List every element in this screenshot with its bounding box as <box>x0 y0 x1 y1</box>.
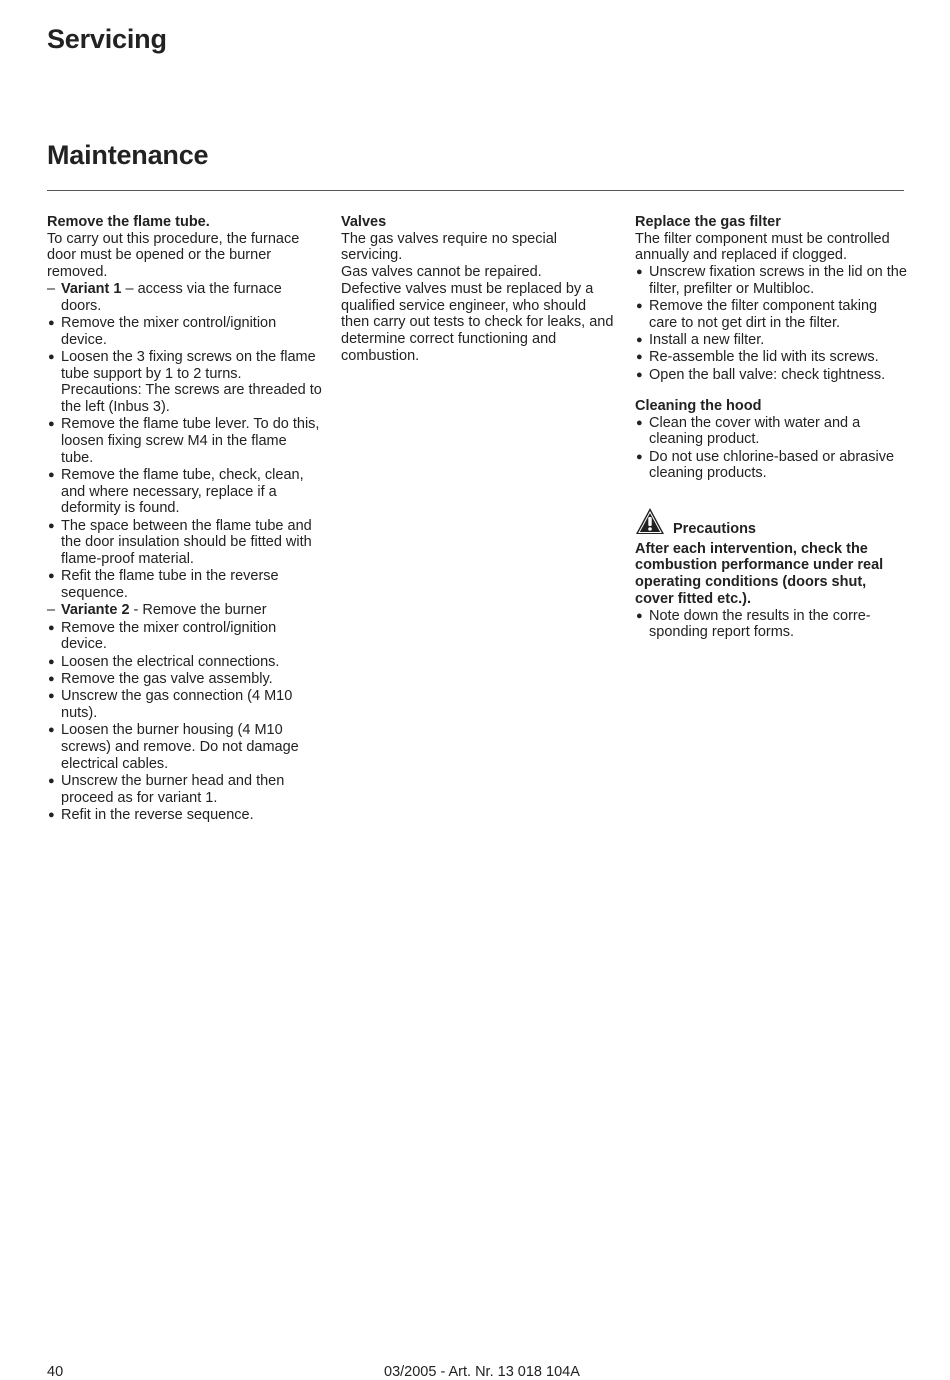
list-item-text: Remove the gas valve assembly. <box>61 670 273 687</box>
variant-1-text: – access via the furnace doors. <box>61 280 282 314</box>
page-number: 40 <box>47 1364 64 1380</box>
list-item-text: Remove the mixer control/ignition device. <box>61 619 277 653</box>
list-item <box>47 416 322 466</box>
dash-marker: – <box>47 602 56 619</box>
hood-list <box>635 415 907 482</box>
list-item-text: Refit in the reverse sequence. <box>61 806 254 823</box>
list-item <box>47 722 322 772</box>
bullet-marker: ● <box>636 351 643 364</box>
precautions-warning: After each intervention, check the combustion performance under real operating conditions (doors shut, cover fitted etc.). <box>635 540 884 607</box>
variant-2-text: - Remove the burner <box>129 602 267 619</box>
flame-tube-column <box>47 214 322 824</box>
bullet-marker: ● <box>636 334 643 347</box>
heading-divider <box>47 190 904 191</box>
bullet-marker: ● <box>636 609 643 622</box>
gas-filter-list <box>635 264 907 383</box>
variant-2-line <box>47 602 322 619</box>
variant-2-label: Variante 2 <box>61 602 130 619</box>
valves-column <box>341 214 616 364</box>
list-item-text: The space between the flame tube and the door insulation should be fitted with flame-proof material. <box>61 517 312 568</box>
list-item <box>47 349 322 416</box>
bullet-marker: ● <box>48 418 55 431</box>
bullet-marker: ● <box>636 266 643 279</box>
gas-filter-heading: Replace the gas filter <box>635 214 781 230</box>
valves-paragraph-3: Defective valves must be replaced by a qualified service engineer, who should then carry out tests to check for leaks, and determine correct functioning and combustion. <box>341 280 614 364</box>
list-item <box>635 415 907 448</box>
list-item-text: Note down the results in the corre-sponding report forms. <box>649 607 871 641</box>
list-item-text: Unscrew the burner head and then proceed as for variant 1. <box>61 772 285 806</box>
bullet-marker: ● <box>48 570 55 583</box>
filter-hood-column <box>635 214 907 642</box>
list-item-text: Install a new filter. <box>649 332 765 349</box>
bullet-marker: ● <box>48 808 55 821</box>
list-item <box>47 568 322 601</box>
bullet-marker: ● <box>48 621 55 634</box>
valves-heading: Valves <box>341 214 387 230</box>
list-item-text: Remove the mixer control/ignition device. <box>61 314 277 348</box>
bullet-marker: ● <box>636 416 643 429</box>
list-item-text: Remove the flame tube, check, clean, and where necessary, replace if a deformity is found. <box>61 466 304 517</box>
list-item <box>47 671 322 688</box>
valves-paragraph-1: The gas valves require no special servicing. <box>341 230 558 264</box>
list-item-text: Unscrew the gas connection (4 M10 nuts). <box>61 688 293 721</box>
precautions-title: Precautions <box>673 520 756 537</box>
list-item-text: Refit the flame tube in the reverse sequence. <box>61 568 279 602</box>
bullet-marker: ● <box>636 300 643 313</box>
list-item-text: Re-assemble the lid with its screws. <box>649 349 879 366</box>
bullet-marker: ● <box>636 368 643 381</box>
list-item <box>47 807 322 824</box>
valves-paragraph-2: Gas valves cannot be repaired. <box>341 264 542 281</box>
bullet-marker: ● <box>48 724 55 737</box>
dash-marker: – <box>47 280 56 297</box>
list-item <box>635 349 907 366</box>
bullet-marker: ● <box>48 468 55 481</box>
footer-reference: 03/2005 - Art. Nr. 13 018 104A <box>384 1364 580 1380</box>
page-title: Maintenance <box>47 140 209 170</box>
list-item-text: Loosen the burner housing (4 M10 screws) and remove. Do not damage electrical cables. <box>61 722 299 772</box>
bullet-marker: ● <box>636 450 643 463</box>
list-item <box>47 620 322 653</box>
variant-1-label: Variant 1 <box>61 280 122 297</box>
list-item-text: Loosen the 3 fixing screws on the flame tube support by 1 to 2 turns. Precautions: The screws are threaded to the left (Inbus 3). <box>61 348 322 415</box>
list-item <box>635 608 907 641</box>
list-item-text: Remove the filter component taking care to not get dirt in the filter. <box>649 298 878 331</box>
precautions-list <box>635 608 907 641</box>
list-item <box>47 518 322 568</box>
list-item <box>635 449 907 482</box>
gas-filter-intro: The filter component must be controlled annually and replaced if clogged. <box>635 230 890 264</box>
variant-2-list <box>47 620 322 824</box>
bullet-marker: ● <box>48 655 55 668</box>
list-item-text: Do not use chlorine-based or abrasive cleaning products. <box>649 448 895 482</box>
bullet-marker: ● <box>48 316 55 329</box>
list-item <box>47 315 322 348</box>
bullet-marker: ● <box>48 519 55 532</box>
variant-1-list <box>47 315 322 602</box>
list-item-text: Clean the cover with water and a cleaning product. <box>649 414 861 448</box>
hood-heading: Cleaning the hood <box>635 398 762 414</box>
list-item <box>635 367 907 384</box>
list-item-text: Open the ball valve: check tightness. <box>649 366 886 383</box>
section-title: Servicing <box>47 24 167 54</box>
flame-tube-intro: To carry out this procedure, the furnace door must be opened or the burner removed. <box>47 230 300 281</box>
list-item <box>47 654 322 671</box>
list-item-text: Unscrew fixation screws in the lid on the filter, prefilter or Multibloc. <box>649 264 907 297</box>
list-item <box>47 688 322 721</box>
variant-1-line <box>47 281 322 314</box>
list-item-text: Remove the flame tube lever. To do this, loosen fixing screw M4 in the flame tube. <box>61 416 320 466</box>
list-item <box>635 264 907 297</box>
warning-triangle-icon <box>635 507 665 535</box>
precautions-header <box>635 511 907 541</box>
list-item <box>635 298 907 331</box>
bullet-marker: ● <box>48 672 55 685</box>
list-item <box>47 773 322 806</box>
bullet-marker: ● <box>48 690 55 703</box>
list-item-text: Loosen the electrical connections. <box>61 653 280 670</box>
bullet-marker: ● <box>48 774 55 787</box>
list-item <box>47 467 322 517</box>
list-item <box>635 332 907 349</box>
bullet-marker: ● <box>48 350 55 363</box>
flame-tube-heading: Remove the flame tube. <box>47 214 210 230</box>
